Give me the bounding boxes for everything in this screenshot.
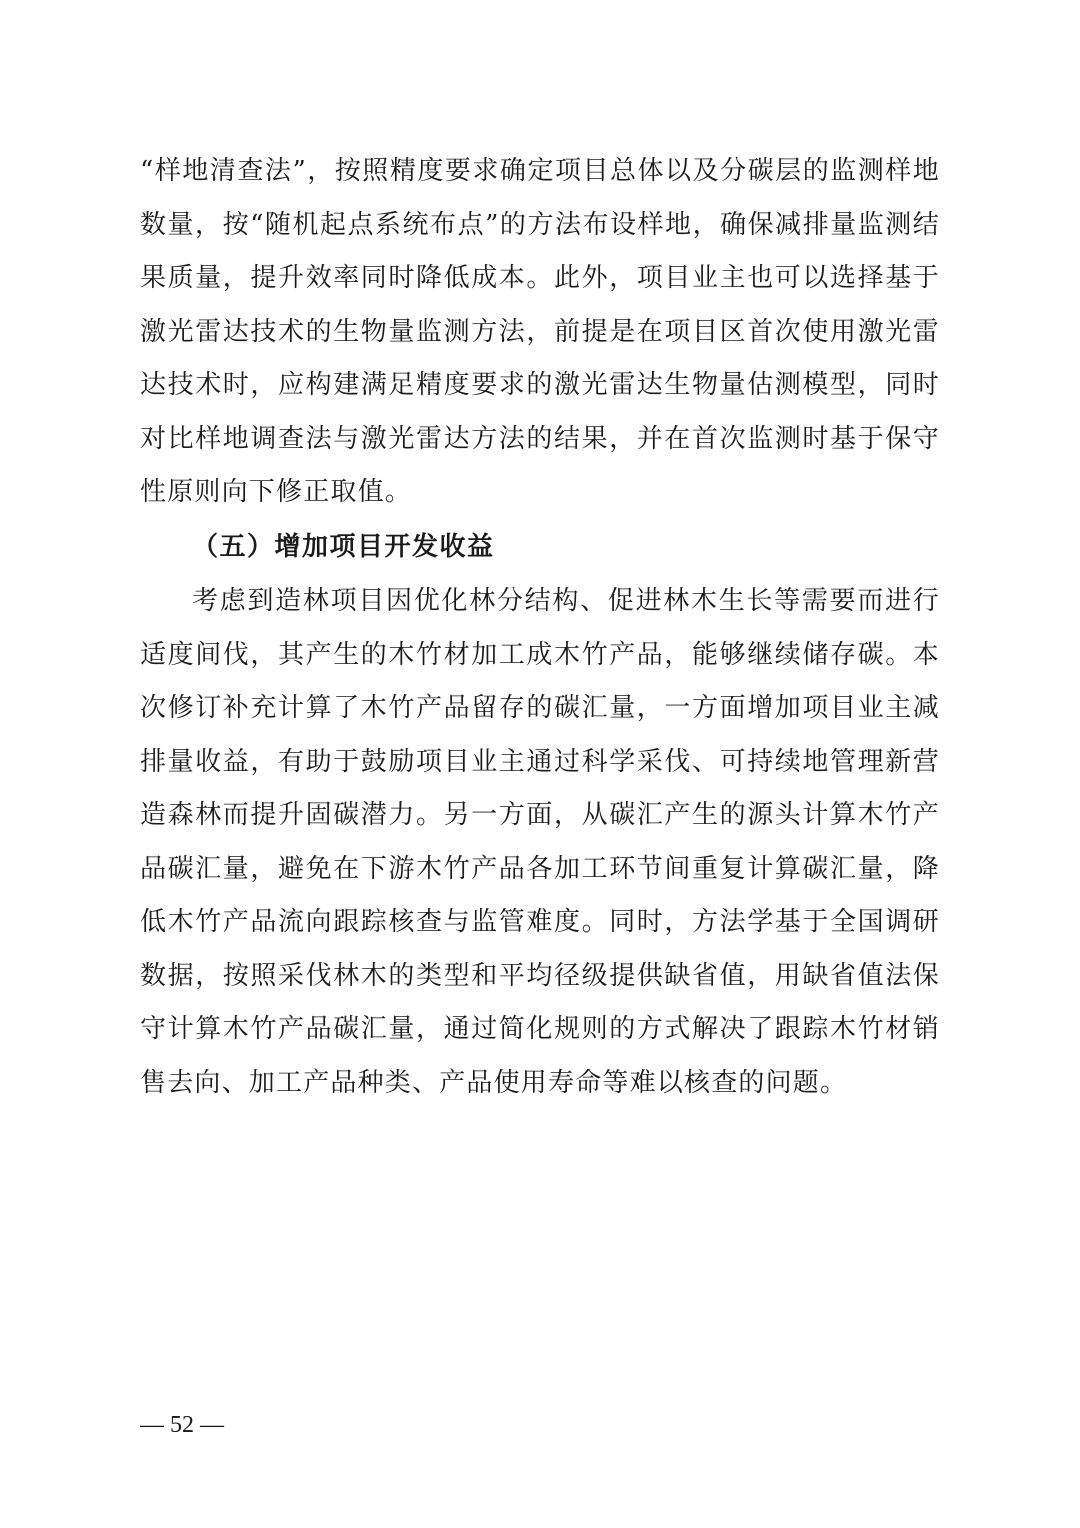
paragraph-continued: “样地清查法”，按照精度要求确定项目总体以及分碳层的监测样地数量，按“随机起点系统布点”的方法布设样地，确保减排量监测结果质量，提升效率同时降低成本。此外，项目业主也可以选择基于激光雷达技术的生物量监测方法，前提是在项目区首次使用激光雷达技术时，应构建满足精度要求的激光雷达生物量估测模型，同时对比样地调查法与激光雷达方法的结果，并在首次监测时基于保守性原则向下修正取值。 bbox=[140, 156, 940, 507]
body-text-section bbox=[140, 575, 940, 1110]
paragraph-section: 考虑到造林项目因优化林分结构、促进林木生长等需要而进行适度间伐，其产生的木竹材加工成木竹产品，能够继续储存碳。本次修订补充计算了木竹产品留存的碳汇量，一方面增加项目业主减排量收益，有助于鼓励项目业主通过科学采伐、可持续地管理新营造森林而提升固碳潜力。另一方面，从碳汇产生的源头计算木竹产品碳汇量，避免在下游木竹产品各加工环节间重复计算碳汇量，降低木竹产品流向跟踪核查与监管难度。同时，方法学基于全国调研数据，按照采伐林木的类型和平均径级提供缺省值，用缺省值法保守计算木竹产品碳汇量，通过简化规则的方式解决了跟踪木竹材销售去向、加工产品种类、产品使用寿命等难以核查的问题。 bbox=[140, 586, 940, 1098]
page-number: — 52 — bbox=[140, 1412, 224, 1438]
section-heading: （五）增加项目开发收益 bbox=[192, 532, 495, 562]
body-text-continued bbox=[140, 145, 940, 520]
